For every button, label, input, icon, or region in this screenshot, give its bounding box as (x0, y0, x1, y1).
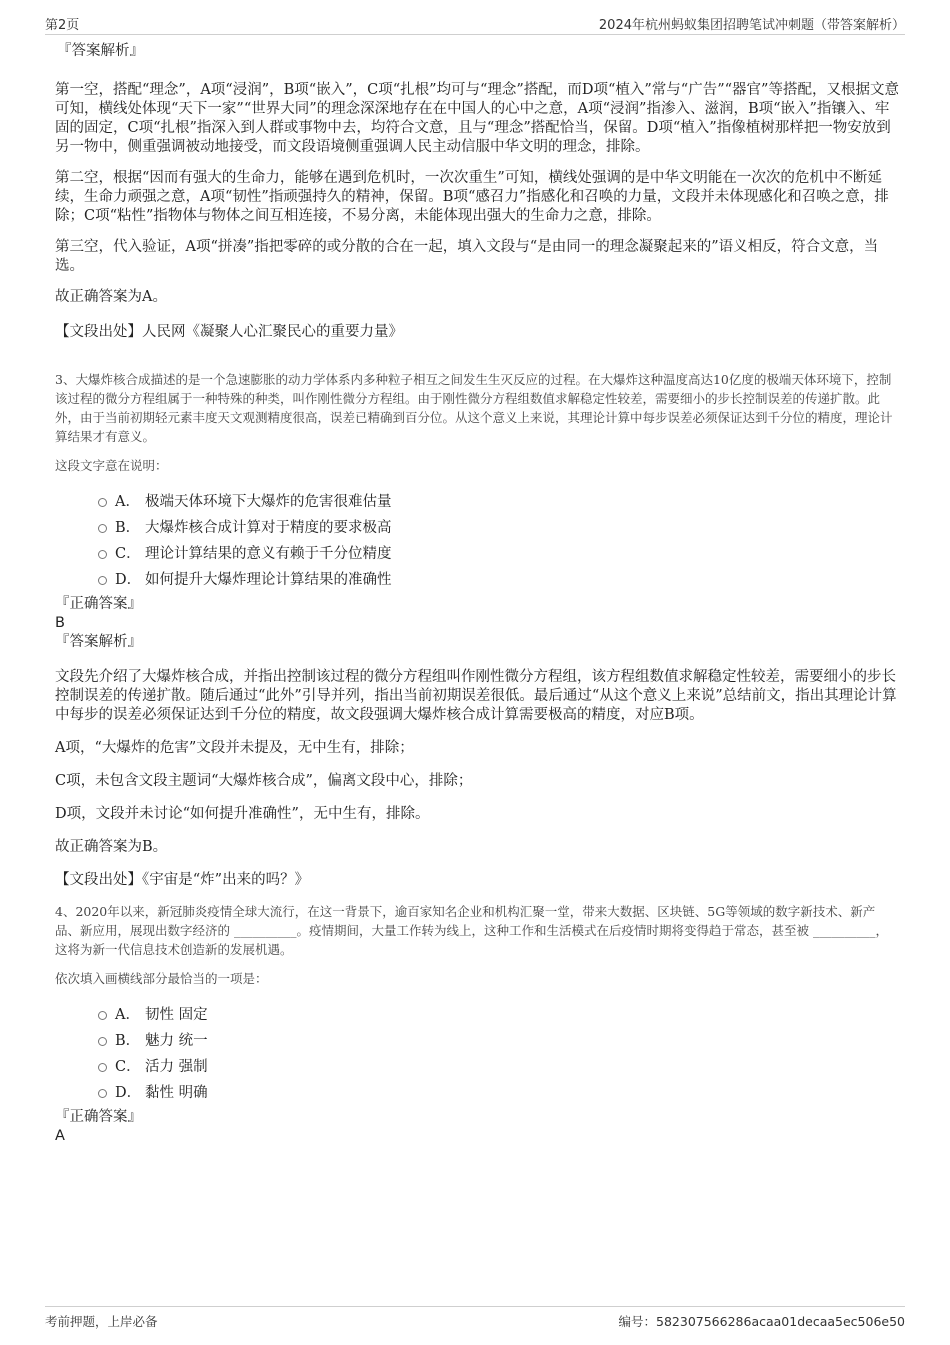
q3-answer-statement: 故正确答案为B。 (55, 839, 168, 855)
q2-analysis-para-2: 第二空，根据“因而有强大的生命力，能够在遇到危机时，一次次重生”可知，横线处强调的是中华文明能在一次次的危机中不断延续，生命力顽强之意，A项“韧性”指顽强持久的精神，保留。B项“感召力”指感化和召唤的力量，文段并未体现感化和召唤之意，排除；C项“粘性”指物体与物体之间互相连接，不易分离，未能体现出强大的生命力之意，排除。 (55, 170, 889, 224)
page-footer (45, 1306, 905, 1331)
radio-icon[interactable] (98, 576, 107, 585)
q4-stem: 4、2020年以来，新冠肺炎疫情全球大流行，在这一背景下，逾百家知名企业和机构汇聚一堂，带来大数据、区块链、5G等领域的数字新技术、新产品、新应用，展现出数字经济的 __________。疫情期间，大量工作转为线上，这种工作和生活模式在后疫情时期将变得趋于常态，甚至被 __________，这将为新一代信息技术创造新的发展机遇。 (55, 904, 888, 957)
q2-analysis-para-3: 第三空，代入验证，A项“拼凑”指把零碎的或分散的合在一起，填入文段与“是由同一的理念凝聚起来的”语义相反，符合文意，当选。 (55, 239, 879, 274)
radio-icon[interactable] (98, 498, 107, 507)
q3-stem: 3、大爆炸核合成描述的是一个急速膨胀的动力学体系内多种粒子相互之间发生生灭反应的过程。在大爆炸这种温度高达10亿度的极端天体环境下，控制该过程的微分方程组属于一种特殊的种类，叫作刚性微分方程组。由于刚性微分方程组数值求解稳定性较差，需要细小的步长控制误差的传递扩散。此外，由于当前初期轻元素丰度天文观测精度很高，误差已精确到百分位。从这个意义上来说，其理论计算中每步误差必须保证达到千分位的精度，理论计算结果才有意义。 (55, 372, 893, 444)
q3-option-c[interactable]: C． 理论计算结果的意义有赖于千分位精度 (55, 541, 900, 567)
q3-analysis-para-2: A项，“大爆炸的危害”文段并未提及，无中生有，排除； (55, 740, 414, 756)
q3-option-a[interactable]: A． 极端天体环境下大爆炸的危害很难估量 (55, 489, 900, 515)
q3-analysis-para-1: 文段先介绍了大爆炸核合成，并指出控制该过程的微分方程组叫作刚性微分方程组，该方程组数值求解稳定性较差，需要细小的步长控制误差的传递扩散。随后通过“此外”引导并列，指出当前初期误差很低。最后通过“从这个意义上来说”总结前文，指出其理论计算中每步的误差必须保证达到千分位的精度，故文段强调大爆炸核合成计算需要极高的精度，对应B项。 (55, 669, 897, 723)
q3-analysis-label: 『答案解析』 (55, 634, 142, 650)
radio-icon[interactable] (98, 1089, 107, 1098)
q2-source: 【文段出处】人民网《凝聚人心汇聚民心的重要力量》 (55, 324, 403, 340)
radio-icon[interactable] (98, 1011, 107, 1020)
q4-option-d[interactable]: D． 黏性 明确 (55, 1080, 900, 1106)
radio-icon[interactable] (98, 550, 107, 559)
page-number: 第2页 (45, 18, 80, 33)
q2-analysis-para-1: 第一空，搭配“理念”，A项“浸润”，B项“嵌入”，C项“扎根”均可与“理念”搭配，而D项“植入”常与“广告”“器官”等搭配，又根据文意可知，横线处体现“天下一家”“世界大同”的理念深深地存在在中国人的心中之意，A项“浸润”指渗入、滋润，B项“嵌入”指镶入、牢固的固定，C项“扎根”指深入到人群或事物中去，均符合文意，且与“理念”搭配恰当，保留。D项“植入”指像植树那样把一物安放到另一物中，侧重强调被动地接受，而文段语境侧重强调人民主动信服中华文明的理念，排除。 (55, 82, 899, 155)
q4-question: 依次填入画横线部分最恰当的一项是： (55, 971, 268, 986)
document-content (55, 42, 900, 1146)
q3-options (55, 489, 900, 593)
radio-icon[interactable] (98, 1037, 107, 1046)
q3-option-b[interactable]: B． 大爆炸核合成计算对于精度的要求极高 (55, 515, 900, 541)
q4-options (55, 1002, 900, 1106)
q3-answer: B (55, 615, 65, 631)
q2-answer-statement: 故正确答案为A。 (55, 289, 167, 305)
document-code: 编号：582307566286acaa01decaa5ec506e50 (618, 1314, 905, 1329)
q2-analysis-label: 『答案解析』 (57, 43, 144, 59)
page-header (45, 12, 905, 35)
q3-analysis-para-4: D项，文段并未讨论“如何提升准确性”，无中生有，排除。 (55, 806, 430, 822)
q4-answer-label: 『正确答案』 (55, 1109, 142, 1125)
q3-question: 这段文字意在说明： (55, 458, 168, 473)
q4-answer: A (55, 1128, 65, 1144)
radio-icon[interactable] (98, 1063, 107, 1072)
q4-option-b[interactable]: B． 魅力 统一 (55, 1028, 900, 1054)
q4-option-c[interactable]: C． 活力 强制 (55, 1054, 900, 1080)
q3-answer-label: 『正确答案』 (55, 596, 142, 612)
q3-source: 【文段出处】《宇宙是“炸”出来的吗？》 (55, 872, 310, 888)
radio-icon[interactable] (98, 524, 107, 533)
footer-note: 考前押题，上岸必备 (45, 1314, 158, 1329)
q4-option-a[interactable]: A． 韧性 固定 (55, 1002, 900, 1028)
q3-option-d[interactable]: D． 如何提升大爆炸理论计算结果的准确性 (55, 567, 900, 593)
document-title: 2024年杭州蚂蚁集团招聘笔试冲刺题（带答案解析） (598, 18, 905, 33)
q3-analysis-para-3: C项，未包含文段主题词“大爆炸核合成”，偏离文段中心，排除； (55, 773, 473, 789)
